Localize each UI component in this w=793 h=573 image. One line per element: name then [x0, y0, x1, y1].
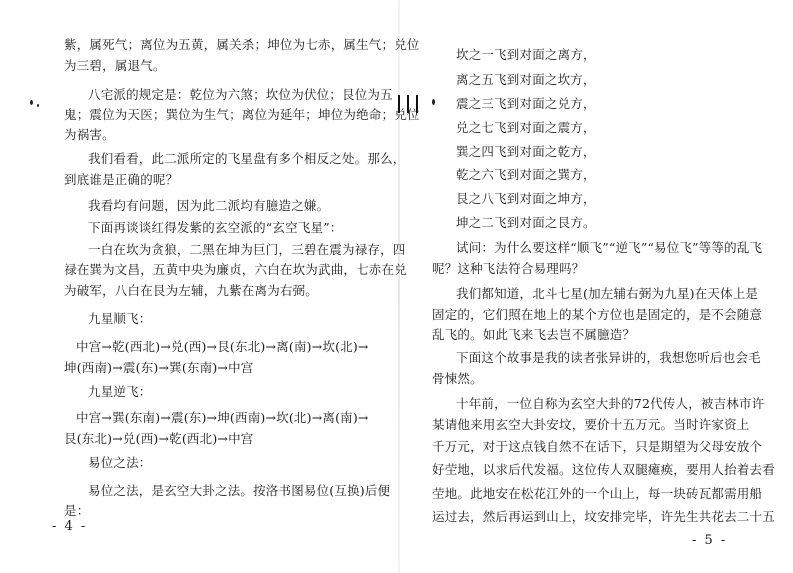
text-line: 到底谁是正确的呢？	[64, 172, 179, 187]
text-line: 我看均有问题，因为此二派均有臆造之嫌。	[88, 198, 330, 213]
text-line: 好茔地，以求后代发福。这位传人双腿瘫痪，要用人抬着去看	[432, 462, 775, 477]
text-line: 固定的，它们照在地上的某个方位也是固定的，是不会随意	[432, 307, 763, 322]
page-number: - 4 -	[52, 519, 88, 534]
text-line: 八宅派的规定是：乾位为六煞；坎位为伏位；艮位为五	[88, 87, 393, 102]
text-line: 乾之六飞到对面之巽方，	[456, 167, 596, 182]
text-line: 坤(西南)→震(东)→巽(东南)→中宫	[64, 360, 254, 375]
page-number: - 5 -	[692, 533, 728, 548]
text-line: 我们都知道，北斗七星(加左辅右弼为九星)在天体上是	[456, 286, 759, 301]
text-line: 骨悚然。	[432, 371, 483, 386]
text-line: 兑之七飞到对面之震方，	[456, 120, 596, 135]
text-line: 艮之八飞到对面之坤方，	[456, 191, 596, 206]
text-line: 为祸害。	[64, 127, 115, 142]
text-line: 下面这个故事是我的读者张异讲的，我想您听后也会毛	[456, 350, 761, 365]
text-line: 为三碧，属退气。	[64, 58, 166, 73]
text-line: 为破军，八白在艮为左辅，九紫在离为右弼。	[64, 283, 319, 298]
text-line: 是：	[64, 503, 90, 518]
text-line: 十年前，一位自称为玄空大卦的72代传人，被吉林市许	[456, 396, 765, 411]
text-line: 九星逆飞：	[88, 384, 152, 399]
text-line: 某请他来用玄空大卦安坟，要价十五万元。当时许家资上	[432, 417, 750, 432]
text-line: 呢？这种飞法符合易理吗？	[432, 261, 585, 276]
text-line: 乱飞的。如此飞来飞去岂不属臆造？	[432, 327, 636, 342]
text-line: 下面再谈谈红得发紫的玄空派的“玄空飞星”：	[88, 220, 343, 235]
text-line: 震之三飞到对面之兑方，	[456, 96, 596, 111]
text-line: 我们看看，此二派所定的飞星盘有多个相反之处。那么，	[88, 151, 406, 166]
text-line: 坎之一飞到对面之离方，	[456, 47, 596, 62]
text-line: 易位之法：	[88, 455, 152, 470]
text-line: 禄在巽为文昌，五黄中央为廉贞，六白在坎为武曲，七赤在兑	[64, 262, 407, 277]
text-line: 中宫→乾(西北)→兑(西)→艮(东北)→离(南)→坎(北)→	[76, 339, 369, 354]
text-line: 巽之四飞到对面之乾方，	[456, 144, 596, 159]
text-line: 易位之法，是玄空大卦之法。按洛书图易位(互换)后便	[88, 483, 391, 498]
text-line: 紫，属死气；离位为五黄，属关杀；坤位为七赤，属生气；兑位	[64, 37, 420, 52]
text-line: 坤之二飞到对面之艮方。	[456, 215, 596, 230]
text-line: 茔地。此地安在松花江外的一个山上，每一块砖瓦都需用船	[432, 486, 763, 501]
right-page	[400, 0, 793, 573]
text-line: 离之五飞到对面之坎方，	[456, 72, 596, 87]
text-line: 中宫→巽(东南)→震(东)→坤(西南)→坎(北)→离(南)→	[76, 410, 369, 425]
text-line: 试问：为什么要这样“顺飞”“逆飞”“易位飞”等等的乱飞	[456, 240, 763, 255]
text-line: 艮(东北)→兑(西)→乾(西北)→中宫	[64, 431, 254, 446]
text-line: 鬼；震位为天医；巽位为生气；离位为延年；坤位为绝命；兑位	[64, 107, 420, 122]
text-line: 千万元，对于这点钱自然不在话下，只是期望为父母安放个	[432, 439, 763, 454]
text-line: 运过去，然后再运到山上，坟安排完毕，许先生共花去二十五	[432, 509, 775, 524]
text-line: 一白在坎为贪狼，二黑在坤为巨门，三碧在震为禄存，四	[88, 242, 406, 257]
text-line: 九星顺飞：	[88, 311, 152, 326]
